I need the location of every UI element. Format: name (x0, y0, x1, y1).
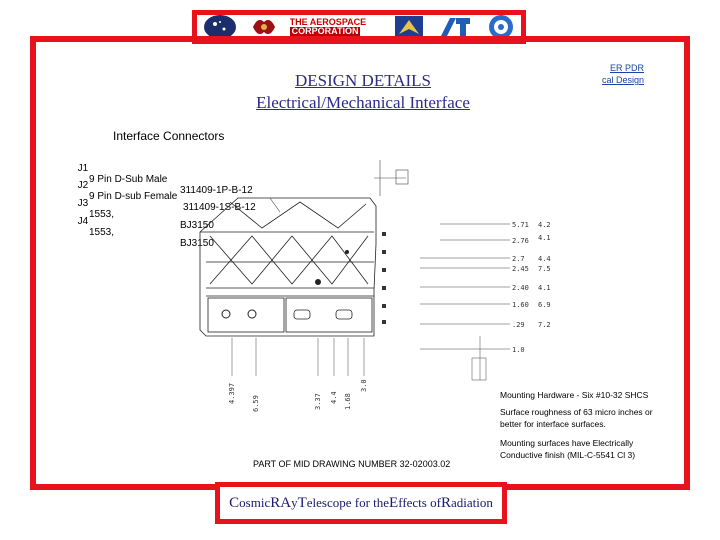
connector-part: 311409-1P-B-12 (180, 185, 253, 196)
dim-right-b-label: 7.5 (538, 265, 551, 273)
connector-desc: 9 Pin D-sub Female (89, 191, 178, 202)
dim-right-b-label: 4.1 (538, 234, 551, 242)
drawing-number-note: PART OF MID DRAWING NUMBER 32-02003.02 (253, 459, 451, 469)
dim-right-label: 1.60 (512, 301, 529, 309)
connector-id: J3 (77, 198, 89, 209)
note-mounting-surfaces (500, 437, 690, 461)
dim-right-label: 2.40 (512, 284, 529, 292)
connector-id: J2 (77, 180, 89, 191)
footer-w: y (291, 495, 298, 510)
dim-right-label: 2.76 (512, 237, 529, 245)
dim-right-label: .29 (512, 321, 525, 329)
footer-w: elescope for the (306, 495, 390, 510)
connector-desc: 1553, (89, 227, 115, 238)
corner-note-line1: ER PDR (609, 63, 644, 73)
note-mounting-surfaces-line1: Mounting surfaces have Electrically (500, 438, 634, 448)
dim-right-label: 2.45 (512, 265, 529, 273)
dim-bottom-label: 4.4 (330, 391, 338, 404)
dim-bottom-label: 6.59 (252, 395, 260, 412)
dim-bottom-label: 3.0 (360, 379, 368, 392)
note-surface-roughness-line2: better for interface surfaces. (500, 419, 606, 429)
corner-note-line2: cal Design (601, 75, 644, 85)
aerospace-logo-line1: THE AEROSPACE (289, 17, 367, 27)
note-mounting-surfaces-line2: Conductive finish (MIL-C-5541 Cl 3) (500, 450, 636, 460)
dim-right-b-label: 6.9 (538, 301, 551, 309)
footer-c: RA (270, 494, 292, 511)
footer-w: ffects of (398, 495, 441, 510)
footer-banner (215, 482, 507, 524)
dim-right-b-label: 4.1 (538, 284, 551, 292)
connector-part: BJ3150 (180, 238, 214, 249)
footer-c: T (297, 494, 307, 511)
dim-right-label: 2.7 (512, 255, 525, 263)
aerospace-logo-line2: CORPORATION (291, 26, 359, 36)
footer-c: E (389, 494, 399, 511)
title-line2: Electrical/Mechanical Interface (256, 93, 470, 112)
dim-right-label: 5.71 (512, 221, 529, 229)
footer-w: adiation (450, 495, 493, 510)
note-surface-roughness-line1: Surface roughness of 63 micro inches or (500, 407, 653, 417)
dim-bottom-label: 1.68 (344, 393, 352, 410)
dim-right-b-label: 7.2 (538, 321, 551, 329)
dim-bottom-label: 3.37 (314, 393, 322, 410)
dim-right-b-label: 4.4 (538, 255, 551, 263)
connector-desc: 9 Pin D-Sub Male (89, 174, 168, 185)
dim-bottom-label: 4.397 (228, 382, 236, 404)
connector-desc: 1553, (89, 209, 115, 220)
note-surface-roughness (500, 406, 690, 430)
footer-c: C (229, 494, 240, 511)
connector-part: BJ3150 (180, 220, 214, 231)
housing-outline (200, 198, 376, 336)
connector-id: J4 (77, 216, 89, 227)
title-line1: DESIGN DETAILS (294, 71, 432, 90)
dim-right-b-label: 4.2 (538, 221, 551, 229)
footer-w: osmic (239, 495, 271, 510)
note-mounting-hardware: Mounting Hardware - Six #10-32 SHCS (500, 390, 649, 400)
connectors-heading: Interface Connectors (113, 129, 225, 143)
connector-id: J1 (77, 163, 89, 174)
dim-right-label: 1.0 (512, 346, 525, 354)
connector-part: 311409-1S-B-12 (183, 202, 256, 213)
footer-c: R (440, 494, 451, 511)
